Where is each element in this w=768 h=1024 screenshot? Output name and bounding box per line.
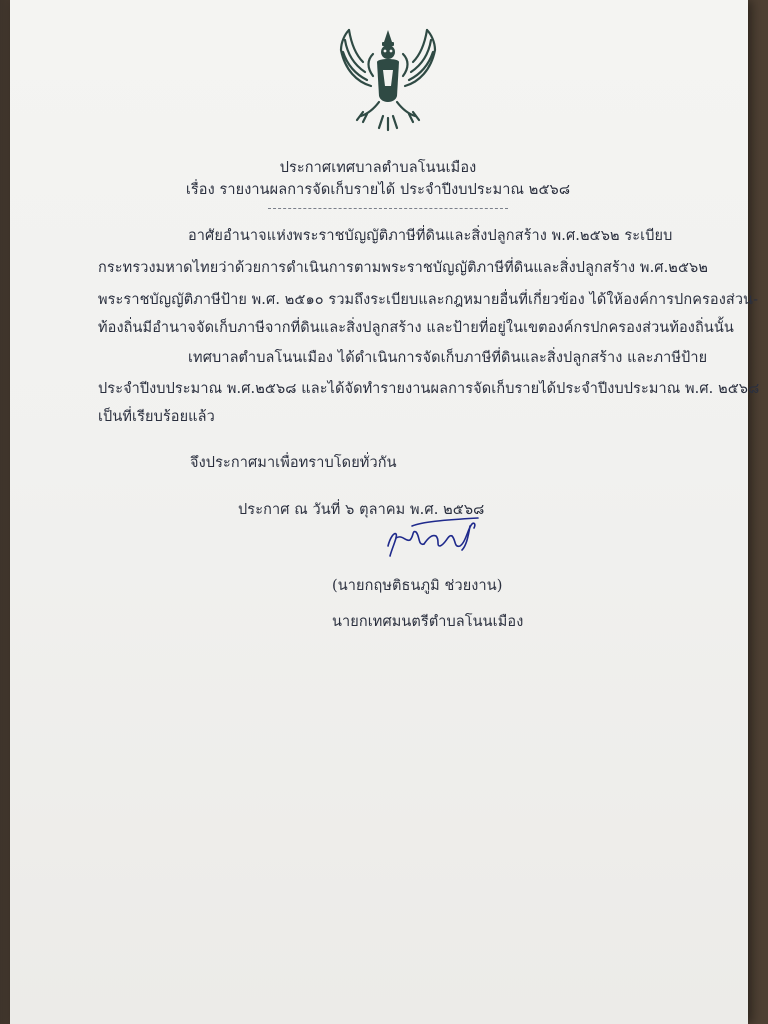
signer-position: นายกเทศมนตรีตำบลโนนเมือง: [332, 614, 524, 630]
heading-divider: [268, 208, 508, 209]
signer-name: (นายกฤษติธนภูมิ ช่วยงาน): [332, 578, 503, 594]
body-line-3: พระราชบัญญัติภาษีป้าย พ.ศ. ๒๕๑๐ รวมถึงระเบียบและกฎหมายอื่นที่เกี่ยวข้อง ได้ให้องค์การปกครองส่วน-: [98, 292, 759, 308]
announcement-date: ประกาศ ณ วันที่ ๖ ตุลาคม พ.ศ. ๒๕๖๘: [238, 502, 485, 518]
document-subject: เรื่อง รายงานผลการจัดเก็บรายได้ ประจำปีงบประมาณ ๒๕๖๘: [185, 182, 571, 198]
body-line-1: อาศัยอำนาจแห่งพระราชบัญญัติภาษีที่ดินและสิ่งปลูกสร้าง พ.ศ.๒๕๖๒ ระเบียบ: [188, 228, 673, 244]
garuda-emblem-icon: [333, 24, 443, 132]
closing-statement: จึงประกาศมาเพื่อทราบโดยทั่วกัน: [190, 455, 397, 471]
document-title: ประกาศเทศบาลตำบลโนนเมือง: [279, 160, 477, 176]
body-line-2: กระทรวงมหาดไทยว่าด้วยการดำเนินการตามพระราชบัญญัติภาษีที่ดินและสิ่งปลูกสร้าง พ.ศ.๒๕๖๒: [98, 260, 709, 276]
handwritten-signature: [382, 512, 484, 562]
body-line-6: ประจำปีงบประมาณ พ.ศ.๒๕๖๘ และได้จัดทำรายงานผลการจัดเก็บรายได้ประจำปีงบประมาณ พ.ศ. ๒๕๖๘: [98, 381, 760, 397]
body-line-7: เป็นที่เรียบร้อยแล้ว: [98, 409, 215, 425]
body-line-4: ท้องถิ่นมีอำนาจจัดเก็บภาษีจากที่ดินและสิ่งปลูกสร้าง และป้ายที่อยู่ในเขตองค์กรปกครองส่วนท้องถิ่นนั้น: [98, 320, 734, 336]
body-line-5: เทศบาลตำบลโนนเมือง ได้ดำเนินการจัดเก็บภาษีที่ดินและสิ่งปลูกสร้าง และภาษีป้าย: [188, 350, 708, 366]
document-page: [10, 0, 760, 1024]
